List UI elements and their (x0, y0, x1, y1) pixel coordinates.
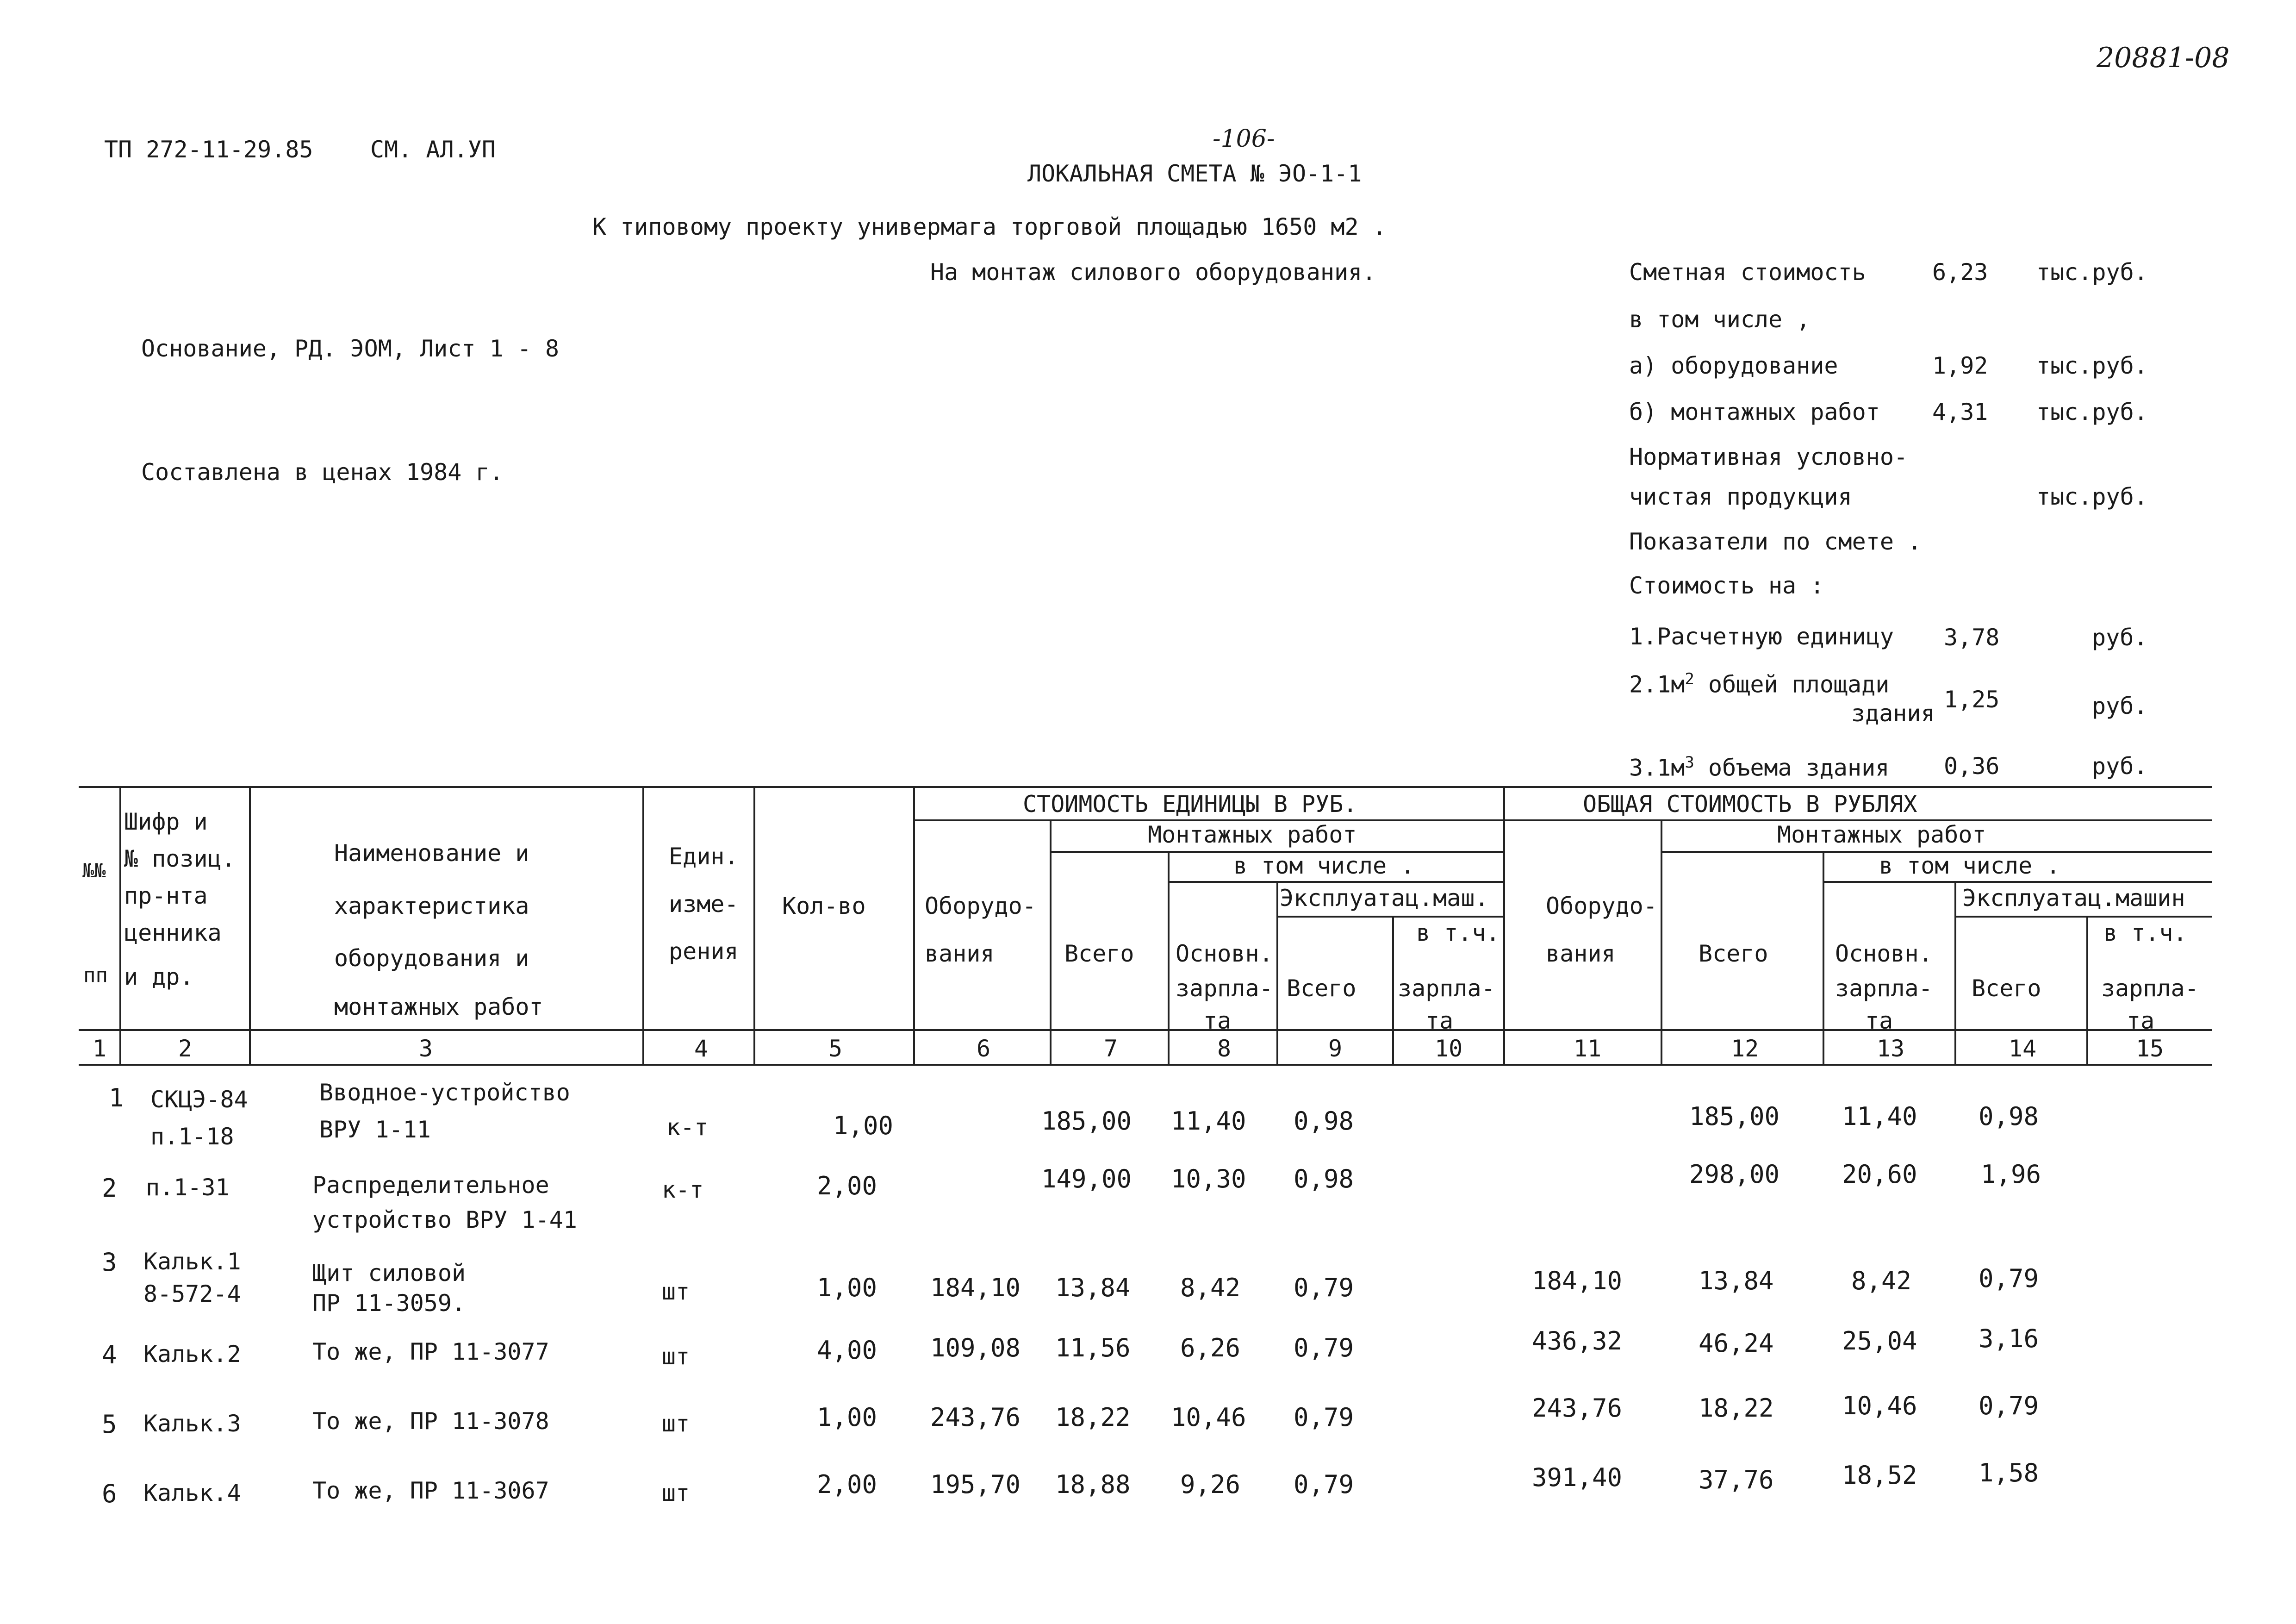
row-unit: шт (662, 1480, 690, 1506)
header-machine-wage-1: зарпла- (1398, 975, 1495, 1002)
row-number: 1 (109, 1083, 124, 1112)
header-quantity: Кол-во (782, 893, 866, 919)
row-code-1: Кальк.3 (143, 1410, 241, 1437)
column-number: 5 (828, 1035, 843, 1062)
estimated-cost-label: Сметная стоимость (1629, 259, 1866, 286)
column-number: 15 (2136, 1035, 2164, 1062)
indicators-label: Показатели по смете . (1629, 528, 1922, 555)
header-unit-cost: СТОИМОСТЬ ЕДИНИЦЫ В РУБ. (1023, 791, 1357, 818)
per-volume-value: 0,36 (1944, 753, 2000, 780)
row-quantity: 1,00 (817, 1403, 877, 1432)
row-name-1: То же, ПР 11-3077 (312, 1338, 549, 1365)
row-total-wage: 10,46 (1842, 1391, 1917, 1420)
header-total-installation: Монтажных работ (1777, 821, 1986, 848)
including-label: в том числе , (1629, 306, 1811, 333)
per-area-label: $2.1м^2$ общей площади (1629, 670, 1890, 698)
header-total-wage-2: зарпла- (1835, 975, 1933, 1002)
row-unit-total: 18,88 (1055, 1470, 1131, 1499)
row-code-2: п.1-18 (150, 1123, 234, 1150)
row-name-1: Распределительное (312, 1172, 549, 1199)
header-total-wage-1: Основн. (1835, 940, 1933, 967)
header-total-wage-3: та (1865, 1007, 1893, 1034)
row-total-wage: 18,52 (1842, 1461, 1917, 1490)
row-number: 2 (102, 1174, 117, 1203)
row-total-machine: 3,16 (1979, 1324, 2039, 1353)
header-total: Всего (1064, 940, 1134, 967)
row-unit-total: 13,84 (1055, 1273, 1131, 1302)
normative-output-label-1: Нормативная условно- (1629, 443, 1908, 470)
per-volume-unit: руб. (2092, 753, 2148, 780)
column-number: 3 (419, 1035, 433, 1062)
column-number: 6 (977, 1035, 991, 1062)
header-equipment-1: Оборудо- (925, 893, 1036, 919)
row-code-1: Кальк.1 (143, 1248, 241, 1275)
header-total-incl-wage: в т.ч. (2103, 919, 2187, 946)
header-name-1: Наименование и (334, 840, 529, 867)
row-total-wage: 20,60 (1842, 1160, 1917, 1189)
header-row-number-2: пп (83, 963, 108, 987)
header-code-2: № позиц. (124, 845, 236, 872)
row-unit-wage: 10,30 (1171, 1164, 1246, 1193)
header-name-4: монтажных работ (334, 993, 543, 1020)
per-unit-label: 1.Расчетную единицу (1629, 623, 1894, 650)
column-number: 2 (178, 1035, 193, 1062)
per-unit-unit: руб. (2092, 624, 2148, 651)
header-unit-2: изме- (669, 891, 739, 918)
project-code: ТП 272-11-29.85 (104, 136, 313, 163)
row-unit-wage: 11,40 (1171, 1106, 1246, 1136)
row-unit-equipment: 195,70 (930, 1470, 1021, 1499)
row-name-1: То же, ПР 11-3078 (312, 1408, 549, 1435)
row-total-all: 46,24 (1699, 1329, 1774, 1358)
row-unit-total: 11,56 (1055, 1333, 1131, 1362)
row-unit-equipment: 109,08 (930, 1333, 1021, 1362)
column-number: 7 (1104, 1035, 1118, 1062)
header-total-equipment-2: вания (1546, 940, 1616, 967)
header-wage-3: та (1203, 1007, 1232, 1034)
header-wage-2: зарпла- (1176, 975, 1273, 1002)
row-code-1: СКЦЭ-84 (150, 1086, 248, 1113)
header-wage-1: Основн. (1176, 940, 1273, 967)
row-total-wage: 11,40 (1842, 1102, 1917, 1131)
header-installation: Монтажных работ (1148, 821, 1357, 848)
header-total-machine-wage-2: та (2127, 1007, 2155, 1034)
installation-label: б) монтажных работ (1629, 399, 1880, 425)
row-total-all: 298,00 (1689, 1160, 1780, 1189)
column-number: 1 (93, 1035, 107, 1062)
header-code-5: и др. (124, 963, 194, 990)
row-name-1: То же, ПР 11-3067 (312, 1477, 549, 1504)
header-total-equipment-1: Оборудо- (1546, 893, 1657, 919)
installation-unit: тыс.руб. (2036, 399, 2148, 425)
row-unit: к-т (666, 1114, 709, 1141)
row-quantity: 1,00 (817, 1273, 877, 1302)
row-unit-wage: 10,46 (1171, 1403, 1246, 1432)
row-unit: шт (662, 1343, 690, 1370)
row-total-all: 185,00 (1689, 1102, 1780, 1131)
header-total-machine-wage-1: зарпла- (2101, 975, 2199, 1002)
row-quantity: 1,00 (833, 1111, 894, 1140)
row-number: 3 (102, 1248, 117, 1277)
row-name-2: устройство ВРУ 1-41 (312, 1206, 577, 1233)
cost-per-label: Стоимость на : (1629, 572, 1824, 599)
row-total-wage: 25,04 (1842, 1326, 1917, 1355)
row-total-all: 13,84 (1699, 1266, 1774, 1295)
row-unit-wage: 9,26 (1180, 1470, 1241, 1499)
column-number: 9 (1328, 1035, 1343, 1062)
row-number: 6 (102, 1479, 117, 1508)
normative-output-unit: тыс.руб. (2036, 483, 2148, 510)
column-number: 11 (1574, 1035, 1602, 1062)
row-total-all: 18,22 (1699, 1393, 1774, 1423)
header-total-all: Всего (1699, 940, 1768, 967)
row-total-equipment: 184,10 (1532, 1266, 1623, 1295)
row-unit-total: 185,00 (1041, 1106, 1132, 1136)
row-code-2: 8-572-4 (143, 1280, 241, 1307)
column-number: 14 (2009, 1035, 2037, 1062)
header-machine-wage-2: та (1425, 1007, 1454, 1034)
row-quantity: 2,00 (817, 1470, 877, 1499)
header-code-1: Шифр и (124, 808, 208, 835)
header-name-2: характеристика (334, 893, 529, 919)
row-code-1: п.1-31 (146, 1174, 230, 1201)
header-total-machine-total: Всего (1972, 975, 2041, 1002)
basis-text: Основание, РД. ЭОМ, Лист 1 - 8 (141, 335, 560, 362)
header-including: в том числе . (1233, 852, 1415, 879)
row-total-machine: 0,79 (1979, 1264, 2039, 1293)
installation-value: 4,31 (1932, 399, 1988, 425)
per-unit-value: 3,78 (1944, 624, 2000, 651)
prices-year-text: Составлена в ценах 1984 г. (141, 459, 504, 486)
column-number: 4 (694, 1035, 709, 1062)
estimated-cost-unit: тыс.руб. (2036, 259, 2148, 286)
row-unit-machine: 0,79 (1294, 1403, 1354, 1432)
row-unit: шт (662, 1278, 690, 1305)
album-reference: СМ. АЛ.УП (370, 136, 496, 163)
row-number: 4 (102, 1340, 117, 1369)
row-name-1: Вводное-устройство (319, 1079, 570, 1106)
header-machine-operation: Эксплуатац.маш. (1280, 885, 1489, 912)
row-unit-machine: 0,79 (1294, 1273, 1354, 1302)
row-unit-machine: 0,79 (1294, 1333, 1354, 1362)
column-number: 8 (1217, 1035, 1232, 1062)
column-number: 13 (1877, 1035, 1905, 1062)
row-total-wage: 8,42 (1851, 1266, 1912, 1295)
column-number: 10 (1435, 1035, 1463, 1062)
row-unit-equipment: 184,10 (930, 1273, 1021, 1302)
row-code-1: Кальк.4 (143, 1480, 241, 1506)
row-quantity: 4,00 (817, 1336, 877, 1365)
per-volume-label: $3.1м^3$ объема здания (1629, 753, 1890, 781)
equipment-label: а) оборудование (1629, 352, 1838, 379)
row-total-equipment: 436,32 (1532, 1326, 1623, 1355)
row-unit: шт (662, 1410, 690, 1437)
header-equipment-2: вания (925, 940, 995, 967)
normative-output-label-2: чистая продукция (1629, 483, 1852, 510)
row-total-machine: 1,58 (1979, 1458, 2039, 1487)
row-name-2: ПР 11-3059. (312, 1290, 466, 1317)
header-total-cost: ОБЩАЯ СТОИМОСТЬ В РУБЛЯХ (1583, 791, 1917, 818)
row-unit-wage: 6,26 (1180, 1333, 1241, 1362)
equipment-value: 1,92 (1932, 352, 1988, 379)
archive-stamp-number: 20881-08 (2097, 42, 2230, 74)
header-unit-1: Един. (669, 843, 739, 870)
row-unit-machine: 0,98 (1294, 1164, 1354, 1193)
row-unit: к-т (662, 1176, 704, 1203)
header-code-4: ценника (124, 919, 222, 946)
row-total-machine: 0,98 (1979, 1102, 2039, 1131)
row-unit-wage: 8,42 (1180, 1273, 1241, 1302)
document-subtitle-project: К типовому проекту универмага торговой площадью 1650 м2 . (592, 213, 1387, 240)
header-incl-wage: в т.ч. (1416, 919, 1500, 946)
row-name-1: Щит силовой (312, 1260, 466, 1287)
row-total-machine: 1,96 (1981, 1160, 2041, 1189)
header-total-including: в том числе . (1879, 852, 2060, 879)
header-machine-total: Всего (1287, 975, 1356, 1002)
row-unit-total: 149,00 (1041, 1164, 1132, 1193)
row-number: 5 (102, 1410, 117, 1439)
per-area-value: 1,25 (1944, 686, 2000, 713)
row-total-machine: 0,79 (1979, 1391, 2039, 1420)
per-area-unit: руб. (2092, 693, 2148, 719)
column-number: 12 (1731, 1035, 1759, 1062)
row-total-equipment: 391,40 (1532, 1463, 1623, 1492)
document-title: ЛОКАЛЬНАЯ СМЕТА № ЭО-1-1 (1027, 160, 1362, 187)
row-code-1: Кальк.2 (143, 1341, 241, 1368)
header-code-3: пр-нта (124, 882, 208, 909)
header-name-3: оборудования и (334, 945, 529, 972)
estimated-cost-value: 6,23 (1932, 259, 1988, 286)
page-number: -106- (1213, 125, 1275, 153)
row-total-equipment: 243,76 (1532, 1393, 1623, 1423)
row-unit-machine: 0,79 (1294, 1470, 1354, 1499)
per-area-label-2: здания (1851, 700, 1935, 727)
header-unit-3: рения (669, 938, 739, 965)
row-unit-machine: 0,98 (1294, 1106, 1354, 1136)
equipment-unit: тыс.руб. (2036, 352, 2148, 379)
row-quantity: 2,00 (817, 1171, 877, 1200)
row-name-2: ВРУ 1-11 (319, 1116, 431, 1143)
header-total-machine-operation: Эксплуатац.машин (1962, 885, 2185, 912)
row-total-all: 37,76 (1699, 1465, 1774, 1494)
row-unit-equipment: 243,76 (930, 1403, 1021, 1432)
document-subtitle-scope: На монтаж силового оборудования. (930, 259, 1376, 286)
row-unit-total: 18,22 (1055, 1403, 1131, 1432)
header-row-number-1: №№ (82, 859, 106, 882)
